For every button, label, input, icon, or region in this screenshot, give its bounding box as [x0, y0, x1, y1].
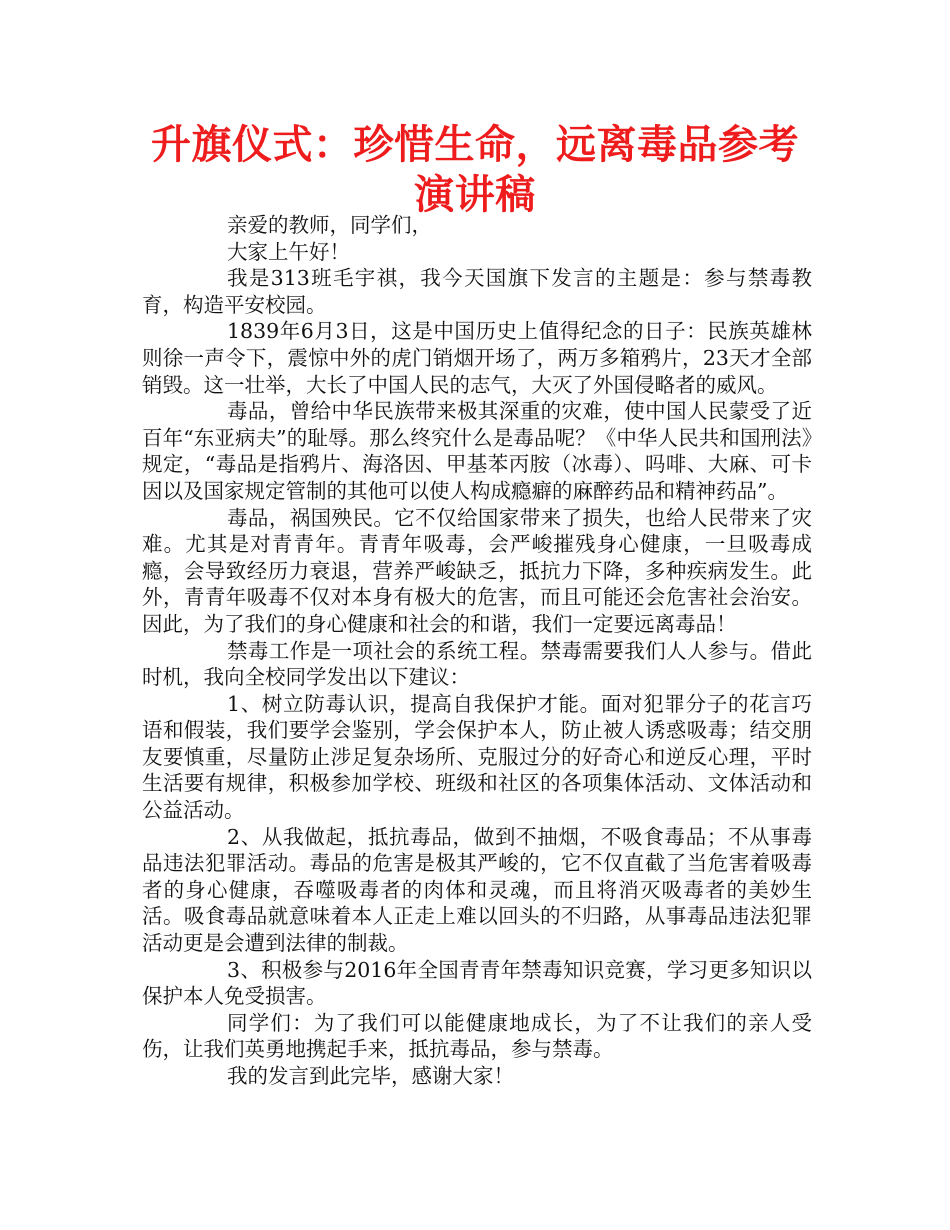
paragraph-suggestion-3: 3、积极参与2016年全国青青年禁毒知识竞赛，学习更多知识以保护本人免受损害。 — [142, 957, 812, 1009]
paragraph-closing: 我的发言到此完毕，感谢大家！ — [227, 1064, 514, 1088]
paragraph-proposal: 禁毒工作是一项社会的系统工程。禁毒需要我们人人参与。借此时机，我向全校同学发出以下建议： — [142, 638, 812, 690]
paragraph-suggestion-2: 2、从我做起，抵抗毒品，做到不抽烟，不吸食毒品；不从事毒品违法犯罪活动。毒品的危害是极其严峻的，它不仅直截了当危害着吸毒者的身心健康，吞噬吸毒者的肉体和灵魂，而且将消灭吸毒者的美妙生活。吸食毒品就意味着本人正走上难以回头的不归路，从事毒品违法犯罪活动更是会遭到法律的制裁。 — [142, 824, 812, 956]
paragraph-harm: 毒品，祸国殃民。它不仅给国家带来了损失，也给人民带来了灾难。尤其是对青青年。青青年吸毒，会严峻摧残身心健康，一旦吸毒成瘾，会导致经历力衰退，营养严峻缺乏，抵抗力下降，多种疾病发生。此外，青青年吸毒不仅对本身有极大的危害，而且可能还会危害社会治安。因此，为了我们的身心健康和社会的和谐，我们一定要远离毒品！ — [142, 505, 812, 636]
document-body — [142, 212, 812, 1090]
paragraph-history: 1839年6月3日，这是中国历史上值得纪念的日子：民族英雄林则徐一声令下，震惊中外的虎门销烟开场了，两万多箱鸦片，23天才全部销毁。这一壮举，大长了中国人民的志气，大灭了外国侵略者的威风。 — [142, 319, 812, 397]
document-title: 升旗仪式：珍惜生命，远离毒品参考演讲稿 — [151, 122, 799, 218]
paragraph-good-morning: 大家上午好！ — [227, 239, 350, 264]
paragraph-greeting: 亲爱的教师，同学们， — [227, 213, 432, 237]
paragraph-definition: 毒品，曾给中华民族带来极其深重的灾难，使中国人民蒙受了近百年“东亚病夫”的耻辱。那么终究什么是毒品呢？《中华人民共和国刑法》规定，“毒品是指鸦片、海洛因、甲基苯丙胺（冰毒）、吗啡、大麻、可卡因以及国家规定管制的其他可以使人构成瘾癖的麻醉药品和精神药品”。 — [142, 399, 812, 503]
paragraph-suggestion-1: 1、树立防毒认识，提高自我保护才能。面对犯罪分子的花言巧语和假装，我们要学会鉴别，学会保护本人，防止被人诱惑吸毒；结交朋友要慎重，尽量防止涉足复杂场所、克服过分的好奇心和逆反心理，平时生活要有规律，积极参加学校、班级和社区的各项集体活动、文体活动和公益活动。 — [142, 691, 812, 823]
paragraph-introduction: 我是313班毛宇祺，我今天国旗下发言的主题是：参与禁毒教育，构造平安校园。 — [142, 266, 812, 317]
paragraph-call-to-action: 同学们：为了我们可以能健康地成长，为了不让我们的亲人受伤，让我们英勇地携起手来，抵抗毒品，参与禁毒。 — [142, 1010, 812, 1062]
